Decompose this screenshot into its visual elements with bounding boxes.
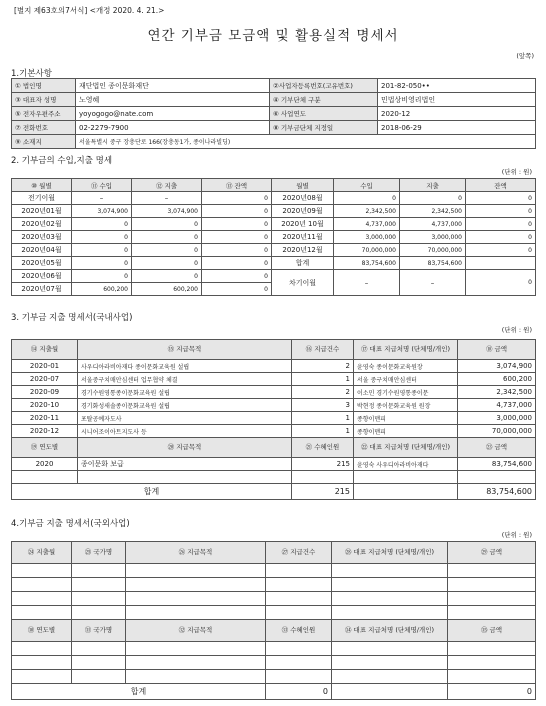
column-header: ㉓ 금액 (458, 438, 536, 458)
empty-cell (332, 578, 448, 592)
table-row (12, 484, 536, 500)
income-cell: 600,200 (72, 283, 132, 296)
empty-cell (332, 656, 448, 670)
empty-cell (332, 642, 448, 656)
field-value: 02-2279-7900 (76, 121, 270, 135)
balance-cell: 0 (202, 244, 272, 257)
count-cell: 1 (292, 373, 354, 386)
column-header: ⑪ 수입 (72, 179, 132, 192)
table-row (12, 425, 536, 438)
expense-cell: 4,737,000 (400, 218, 466, 231)
empty-cell (126, 592, 266, 606)
table-row (12, 79, 536, 93)
recipient-cell: 종향이맨피 (354, 425, 458, 438)
carryover-label: 차기이월 (272, 270, 334, 296)
amount-cell: 600,200 (458, 373, 536, 386)
count-cell: 2 (292, 386, 354, 399)
expense-cell: 3,000,000 (400, 231, 466, 244)
month-cell: 2020년09월 (272, 205, 334, 218)
table-row (12, 135, 536, 149)
column-header: 수입 (334, 179, 400, 192)
empty-cell (332, 684, 448, 700)
empty-cell (126, 642, 266, 656)
column-header: ㉖ 지급목적 (126, 542, 266, 564)
empty-cell (332, 606, 448, 620)
month-cell: 2020년11월 (272, 231, 334, 244)
empty-cell (266, 670, 332, 684)
column-header: ㉙ 금액 (448, 542, 536, 564)
month-cell: 2020-11 (12, 412, 78, 425)
column-header: ㉝ 수혜인원 (266, 620, 332, 642)
empty-cell (72, 670, 126, 684)
empty-cell (126, 564, 266, 578)
empty-cell (72, 578, 126, 592)
field-label: ① 법인명 (12, 79, 76, 93)
count-cell: 2 (292, 360, 354, 373)
empty-cell (448, 670, 536, 684)
balance-cell: 0 (466, 231, 536, 244)
column-header: ㉞ 대표 지급처명 (단체명/개인) (332, 620, 448, 642)
address-value: 서울특별시 중구 장충단로 166(장충동1가, 종이나라빌딩) (76, 135, 536, 149)
expense-cell: 0 (132, 218, 202, 231)
month-cell: 2020-10 (12, 399, 78, 412)
income-cell: 83,754,600 (334, 257, 400, 270)
table-row (12, 257, 536, 270)
empty-cell (292, 471, 354, 484)
month-cell: 2020-01 (12, 360, 78, 373)
expense-cell: – (132, 192, 202, 205)
empty-cell (126, 606, 266, 620)
month-cell: 2020년 10월 (272, 218, 334, 231)
empty-cell (126, 656, 266, 670)
expense-cell: 70,000,000 (400, 244, 466, 257)
carryover-expense: – (400, 270, 466, 296)
expense-cell: 0 (132, 231, 202, 244)
empty-cell (12, 564, 72, 578)
month-cell: 2020년02월 (12, 218, 72, 231)
total-amount: 0 (448, 684, 536, 700)
form-number-note: [별지 제63호의7서식] <개정 2020. 4. 21.> (14, 6, 165, 15)
month-cell: 2020-07 (12, 373, 78, 386)
empty-cell (78, 471, 292, 484)
empty-cell (354, 484, 458, 500)
total-label: 합계 (12, 684, 266, 700)
empty-cell (448, 606, 536, 620)
table-row (12, 205, 536, 218)
recipient-cell: 이소민 경기수원영통종이문 (354, 386, 458, 399)
purpose-cell: 종이문화 보급 (78, 458, 292, 471)
column-header: ⑱ 금액 (458, 340, 536, 360)
unit-label: (단위 : 원) (501, 531, 532, 539)
income-cell: 4,737,000 (334, 218, 400, 231)
column-header: ㉘ 대표 지급처명 (단체명/개인) (332, 542, 448, 564)
empty-cell (126, 578, 266, 592)
balance-cell: 0 (466, 205, 536, 218)
amount-cell: 70,000,000 (458, 425, 536, 438)
document-title: 연간 기부금 모금액 및 활용실적 명세서 (147, 28, 399, 44)
empty-cell (266, 656, 332, 670)
field-label: ⑦ 전화번호 (12, 121, 76, 135)
expense-cell: 83,754,600 (400, 257, 466, 270)
income-cell: 0 (334, 192, 400, 205)
table-row (12, 179, 536, 192)
field-label: ⑥ 사업연도 (270, 107, 378, 121)
balance-cell (466, 257, 536, 270)
table-row (12, 471, 536, 484)
column-header: ㉕ 국가명 (72, 542, 126, 564)
column-header: ㉔ 지출월 (12, 542, 72, 564)
month-cell: 2020년08월 (272, 192, 334, 205)
empty-cell (12, 592, 72, 606)
field-value: yoyogogo@nate.com (76, 107, 270, 121)
field-value: 2020-12 (378, 107, 536, 121)
empty-cell (72, 606, 126, 620)
table-row (12, 270, 536, 283)
income-cell: 0 (72, 218, 132, 231)
count-cell: 1 (292, 425, 354, 438)
balance-cell: 0 (466, 218, 536, 231)
column-header: 월별 (272, 179, 334, 192)
table-row (12, 192, 536, 205)
income-cell: 0 (72, 270, 132, 283)
empty-cell (72, 592, 126, 606)
balance-cell: 0 (202, 218, 272, 231)
overseas-expense-table (11, 541, 536, 700)
income-cell: 0 (72, 257, 132, 270)
empty-cell (266, 592, 332, 606)
column-header: ㉜ 지급목적 (126, 620, 266, 642)
table-row (12, 107, 536, 121)
table-row (12, 458, 536, 471)
month-cell: 2020년01월 (12, 205, 72, 218)
table-row (12, 642, 536, 656)
month-cell: 2020년06월 (12, 270, 72, 283)
field-value: 201-82-050•• (378, 79, 536, 93)
income-cell: 0 (72, 231, 132, 244)
section-domestic-heading: 3. 기부금 지출 명세서(국내사업) (11, 313, 133, 323)
table-row (12, 93, 536, 107)
field-value: 재단법인 종이문화재단 (76, 79, 270, 93)
expense-cell: 0 (132, 244, 202, 257)
table-row (12, 542, 536, 564)
balance-cell: 0 (202, 192, 272, 205)
purpose-cell: 경기화성새솔종이문화교육원 설립 (78, 399, 292, 412)
expense-cell: 3,074,900 (132, 205, 202, 218)
table-row (12, 656, 536, 670)
recipient-cell: 서울 중구치매안심센터 (354, 373, 458, 386)
recipient-cell: 종향이맨피 (354, 412, 458, 425)
table-row (12, 620, 536, 642)
field-value: 민법상비영리법인 (378, 93, 536, 107)
empty-cell (332, 670, 448, 684)
empty-cell (12, 656, 72, 670)
balance-cell: 0 (466, 192, 536, 205)
empty-cell (126, 670, 266, 684)
field-label: ③ 대표자 성명 (12, 93, 76, 107)
section-overseas-heading: 4.기부금 지출 명세서(국외사업) (11, 519, 130, 529)
balance-cell: 0 (202, 283, 272, 296)
empty-cell (72, 656, 126, 670)
beneficiaries-cell: 215 (292, 458, 354, 471)
month-cell: 전기이월 (12, 192, 72, 205)
table-row (12, 360, 536, 373)
field-label: ⑤ 전자우편주소 (12, 107, 76, 121)
month-cell: 합계 (272, 257, 334, 270)
table-row (12, 218, 536, 231)
page-side-label: (앞쪽) (516, 52, 534, 60)
month-cell: 2020년03월 (12, 231, 72, 244)
empty-cell (354, 471, 458, 484)
empty-cell (266, 606, 332, 620)
month-cell: 2020년04월 (12, 244, 72, 257)
table-row (12, 244, 536, 257)
balance-cell: 0 (466, 244, 536, 257)
field-value: 노영혜 (76, 93, 270, 107)
income-cell: 2,342,500 (334, 205, 400, 218)
empty-cell (448, 578, 536, 592)
table-row (12, 592, 536, 606)
column-header: ㉛ 국가명 (72, 620, 126, 642)
empty-cell (12, 670, 72, 684)
recipient-cell: 박현정 종이문화교육원 원장 (354, 399, 458, 412)
recipient-cell: 윤영숙 사우디아라비아재다 (354, 458, 458, 471)
recipient-cell: 윤영숙 종이문화교육원장 (354, 360, 458, 373)
amount-cell: 2,342,500 (458, 386, 536, 399)
empty-cell (72, 564, 126, 578)
column-header: ⑭ 지출월 (12, 340, 78, 360)
table-row (12, 386, 536, 399)
empty-cell (12, 471, 78, 484)
column-header: ⑯ 지급건수 (292, 340, 354, 360)
section-income-expense-heading: 2. 기부금의 수입,지출 명세 (11, 156, 113, 166)
field-value: 2018-06-29 (378, 121, 536, 135)
unit-label: (단위 : 원) (501, 168, 532, 176)
domestic-expense-table (11, 339, 536, 500)
empty-cell (448, 592, 536, 606)
basic-info-table (11, 78, 536, 149)
empty-cell (12, 606, 72, 620)
column-header: ⑩ 월별 (12, 179, 72, 192)
amount-cell: 4,737,000 (458, 399, 536, 412)
column-header: ⑰ 대표 지급처명 (단체명/개인) (354, 340, 458, 360)
field-label: ⑧ 기부금단체 지정일 (270, 121, 378, 135)
carryover-balance: 0 (466, 270, 536, 296)
income-cell: 0 (72, 244, 132, 257)
empty-cell (332, 592, 448, 606)
carryover-income: – (334, 270, 400, 296)
total-label: 합계 (12, 484, 292, 500)
empty-cell (266, 564, 332, 578)
purpose-cell: 포탈공예자도사 (78, 412, 292, 425)
income-cell: 3,074,900 (72, 205, 132, 218)
empty-cell (12, 578, 72, 592)
count-cell: 1 (292, 412, 354, 425)
balance-cell: 0 (202, 270, 272, 283)
total-count: 0 (266, 684, 332, 700)
purpose-cell: 서울중구치매안심센터 업무협약 체결 (78, 373, 292, 386)
amount-cell: 3,000,000 (458, 412, 536, 425)
column-header: ㉑ 수혜인원 (292, 438, 354, 458)
column-header: ⑫ 지출 (132, 179, 202, 192)
empty-cell (266, 642, 332, 656)
month-cell: 2020년05월 (12, 257, 72, 270)
month-cell: 2020-12 (12, 425, 78, 438)
table-row (12, 412, 536, 425)
field-label: ②사업자등록번호(고유번호) (270, 79, 378, 93)
column-header: ㉚ 연도별 (12, 620, 72, 642)
year-cell: 2020 (12, 458, 78, 471)
table-row (12, 438, 536, 458)
expense-cell: 0 (132, 257, 202, 270)
expense-cell: 0 (132, 270, 202, 283)
month-cell: 2020년12월 (272, 244, 334, 257)
income-cell: – (72, 192, 132, 205)
balance-cell: 0 (202, 257, 272, 270)
expense-cell: 2,342,500 (400, 205, 466, 218)
column-header: ⑲ 연도별 (12, 438, 78, 458)
table-row (12, 340, 536, 360)
empty-cell (448, 656, 536, 670)
empty-cell (448, 564, 536, 578)
month-cell: 2020년07월 (12, 283, 72, 296)
column-header: 지출 (400, 179, 466, 192)
column-header: ⑬ 잔액 (202, 179, 272, 192)
income-cell: 3,000,000 (334, 231, 400, 244)
field-label: ④ 기부단체 구분 (270, 93, 378, 107)
empty-cell (72, 642, 126, 656)
empty-cell (448, 642, 536, 656)
total-amount: 83,754,600 (458, 484, 536, 500)
income-cell: 70,000,000 (334, 244, 400, 257)
amount-cell: 83,754,600 (458, 458, 536, 471)
column-header: ㉒ 대표 지급처명 (단체명/개인) (354, 438, 458, 458)
month-cell: 2020-09 (12, 386, 78, 399)
section-basic-info-heading: 1.기본사항 (11, 69, 52, 79)
empty-cell (332, 564, 448, 578)
income-expense-table (11, 178, 536, 296)
expense-cell: 0 (400, 192, 466, 205)
purpose-cell: 경기수원영통종이문화교육원 설립 (78, 386, 292, 399)
balance-cell: 0 (202, 205, 272, 218)
amount-cell: 3,074,900 (458, 360, 536, 373)
column-header: ㉟ 금액 (448, 620, 536, 642)
table-row (12, 121, 536, 135)
empty-cell (458, 471, 536, 484)
balance-cell: 0 (202, 231, 272, 244)
table-row (12, 684, 536, 700)
empty-cell (266, 578, 332, 592)
column-header: ⑮ 지급목적 (78, 340, 292, 360)
table-row (12, 231, 536, 244)
table-row (12, 670, 536, 684)
table-row (12, 399, 536, 412)
table-row (12, 373, 536, 386)
table-row (12, 564, 536, 578)
purpose-cell: 사우디아라비아재다 종이문화교육원 설립 (78, 360, 292, 373)
count-cell: 3 (292, 399, 354, 412)
expense-cell: 600,200 (132, 283, 202, 296)
column-header: 잔액 (466, 179, 536, 192)
column-header: ㉗ 지급건수 (266, 542, 332, 564)
empty-cell (12, 642, 72, 656)
address-label: ⑨ 소재지 (12, 135, 76, 149)
total-count: 215 (292, 484, 354, 500)
column-header: ⑳ 지급목적 (78, 438, 292, 458)
purpose-cell: 시니어조이아트지도사 등 (78, 425, 292, 438)
table-row (12, 606, 536, 620)
unit-label: (단위 : 원) (501, 326, 532, 334)
table-row (12, 578, 536, 592)
